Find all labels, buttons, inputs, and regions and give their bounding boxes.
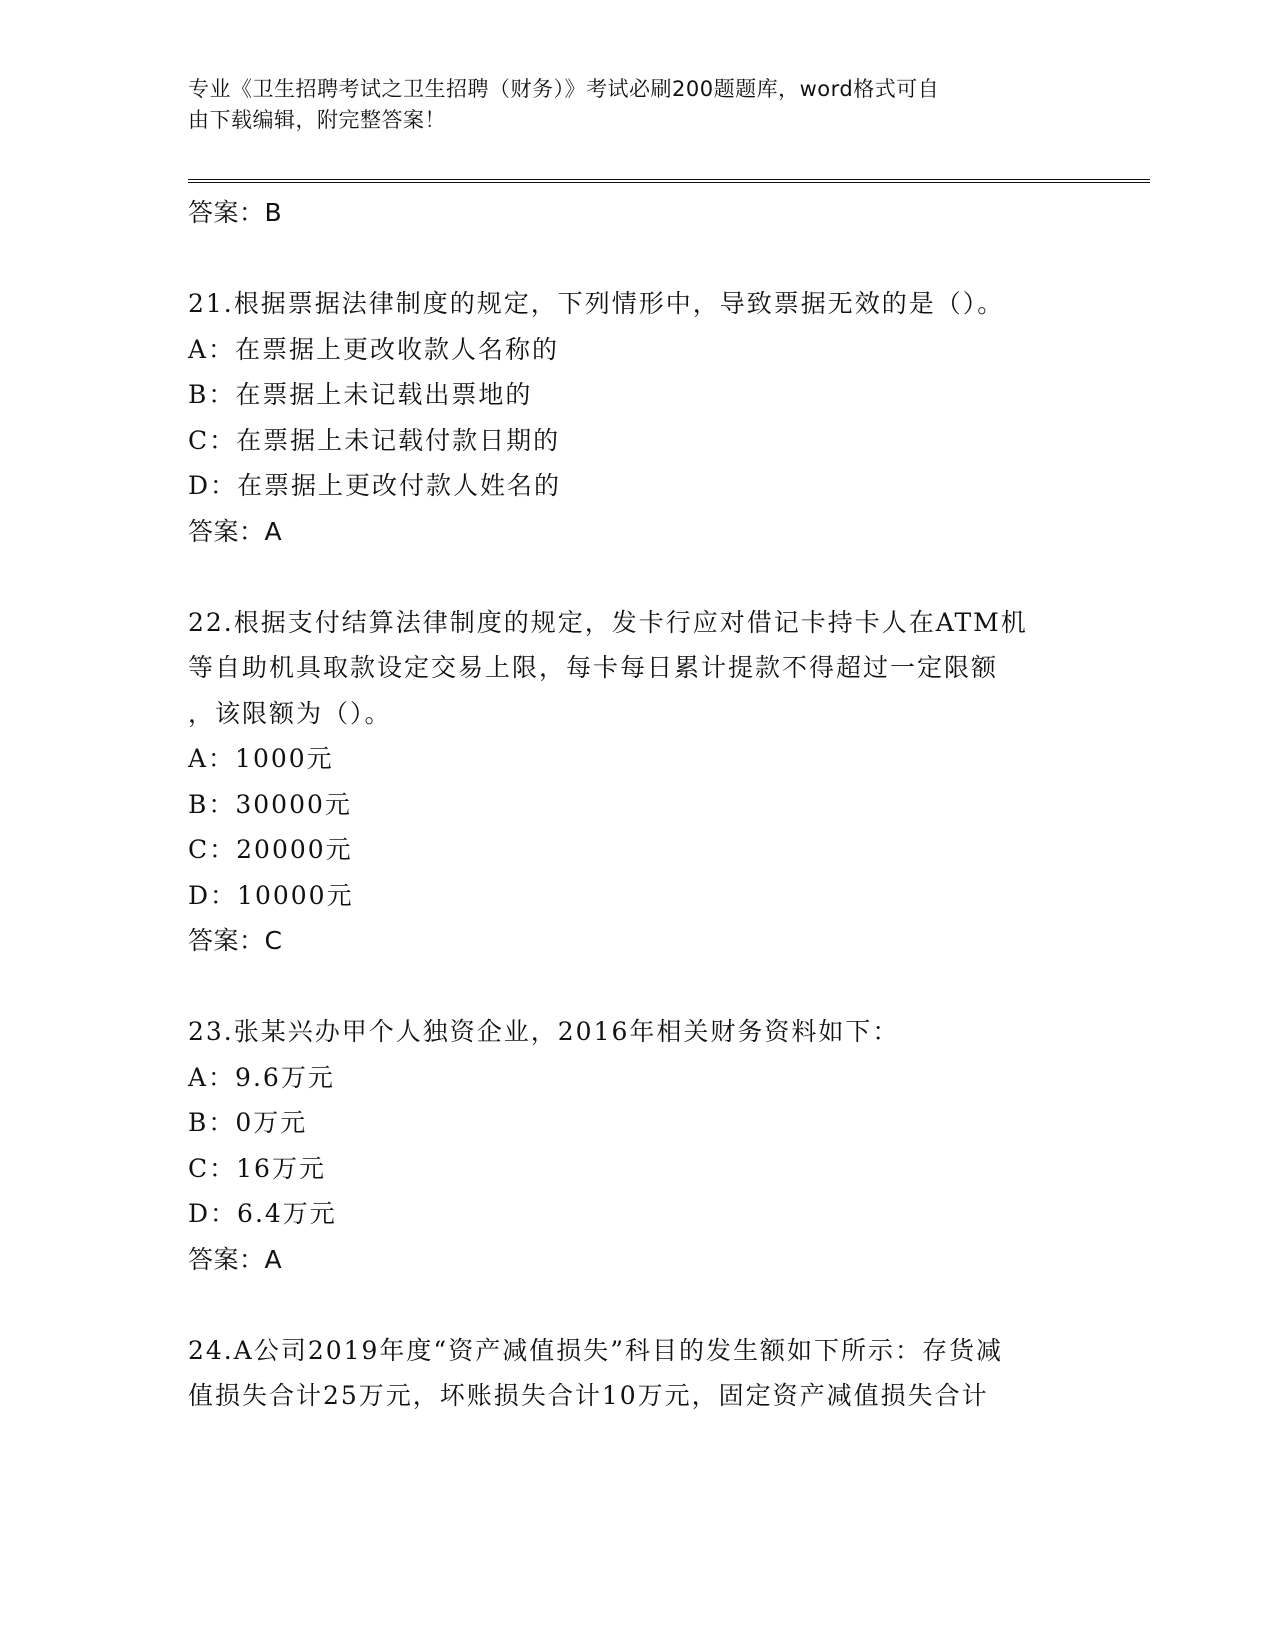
answer-line: 答案：A <box>188 516 283 546</box>
question-block <box>188 1328 1088 1419</box>
header-divider <box>188 179 1150 180</box>
question-stem: 等自助机具取款设定交易上限，每卡每日累计提款不得超过一定限额 <box>188 653 999 682</box>
option-b: B：在票据上未记载出票地的 <box>188 380 533 409</box>
question-stem: ，该限额为（）。 <box>188 698 392 728</box>
spacer <box>188 554 1088 600</box>
question-stem: 值损失合计25万元，坏账损失合计10万元，固定资产减值损失合计 <box>188 1381 989 1410</box>
header-line: 专业《卫生招聘考试之卫生招聘（财务）》考试必刷200题题库，word格式可自 <box>188 77 940 101</box>
question-stem: 24.A公司2019年度“资产减值损失”科目的发生额如下所示：存货减 <box>188 1335 1003 1365</box>
spacer <box>188 1282 1088 1328</box>
answer-line: 答案：B <box>188 198 283 227</box>
header-divider <box>188 182 1150 183</box>
answer-line: 答案：A <box>188 1244 283 1274</box>
option-b: B：0万元 <box>188 1108 308 1137</box>
question-block <box>188 281 1088 554</box>
question-block <box>188 600 1088 964</box>
header-line: 由下载编辑，附完整答案！ <box>188 108 446 132</box>
option-b: B：30000元 <box>188 789 352 819</box>
option-d: D：10000元 <box>188 880 354 910</box>
option-c: C：20000元 <box>188 835 353 864</box>
option-a: A：1000元 <box>188 744 334 773</box>
option-d: D：6.4万元 <box>188 1199 337 1228</box>
option-d: D：在票据上更改付款人姓名的 <box>188 471 562 500</box>
question-stem: 22.根据支付结算法律制度的规定，发卡行应对借记卡持卡人在ATM机 <box>188 607 1028 637</box>
option-c: C：在票据上未记载付款日期的 <box>188 425 561 455</box>
option-c: C：16万元 <box>188 1153 326 1183</box>
question-block <box>188 1009 1088 1282</box>
answer-line: 答案：C <box>188 926 283 955</box>
question-list <box>188 190 1088 1419</box>
option-a: A：9.6万元 <box>188 1062 335 1092</box>
option-a: A：在票据上更改收款人名称的 <box>188 334 560 364</box>
question-stem: 23.张某兴办甲个人独资企业，2016年相关财务资料如下： <box>188 1017 900 1046</box>
spacer <box>188 963 1088 1009</box>
spacer <box>188 235 1088 281</box>
question-stem: 21.根据票据法律制度的规定，下列情形中，导致票据无效的是（）。 <box>188 289 1005 318</box>
page-header <box>188 74 1088 136</box>
